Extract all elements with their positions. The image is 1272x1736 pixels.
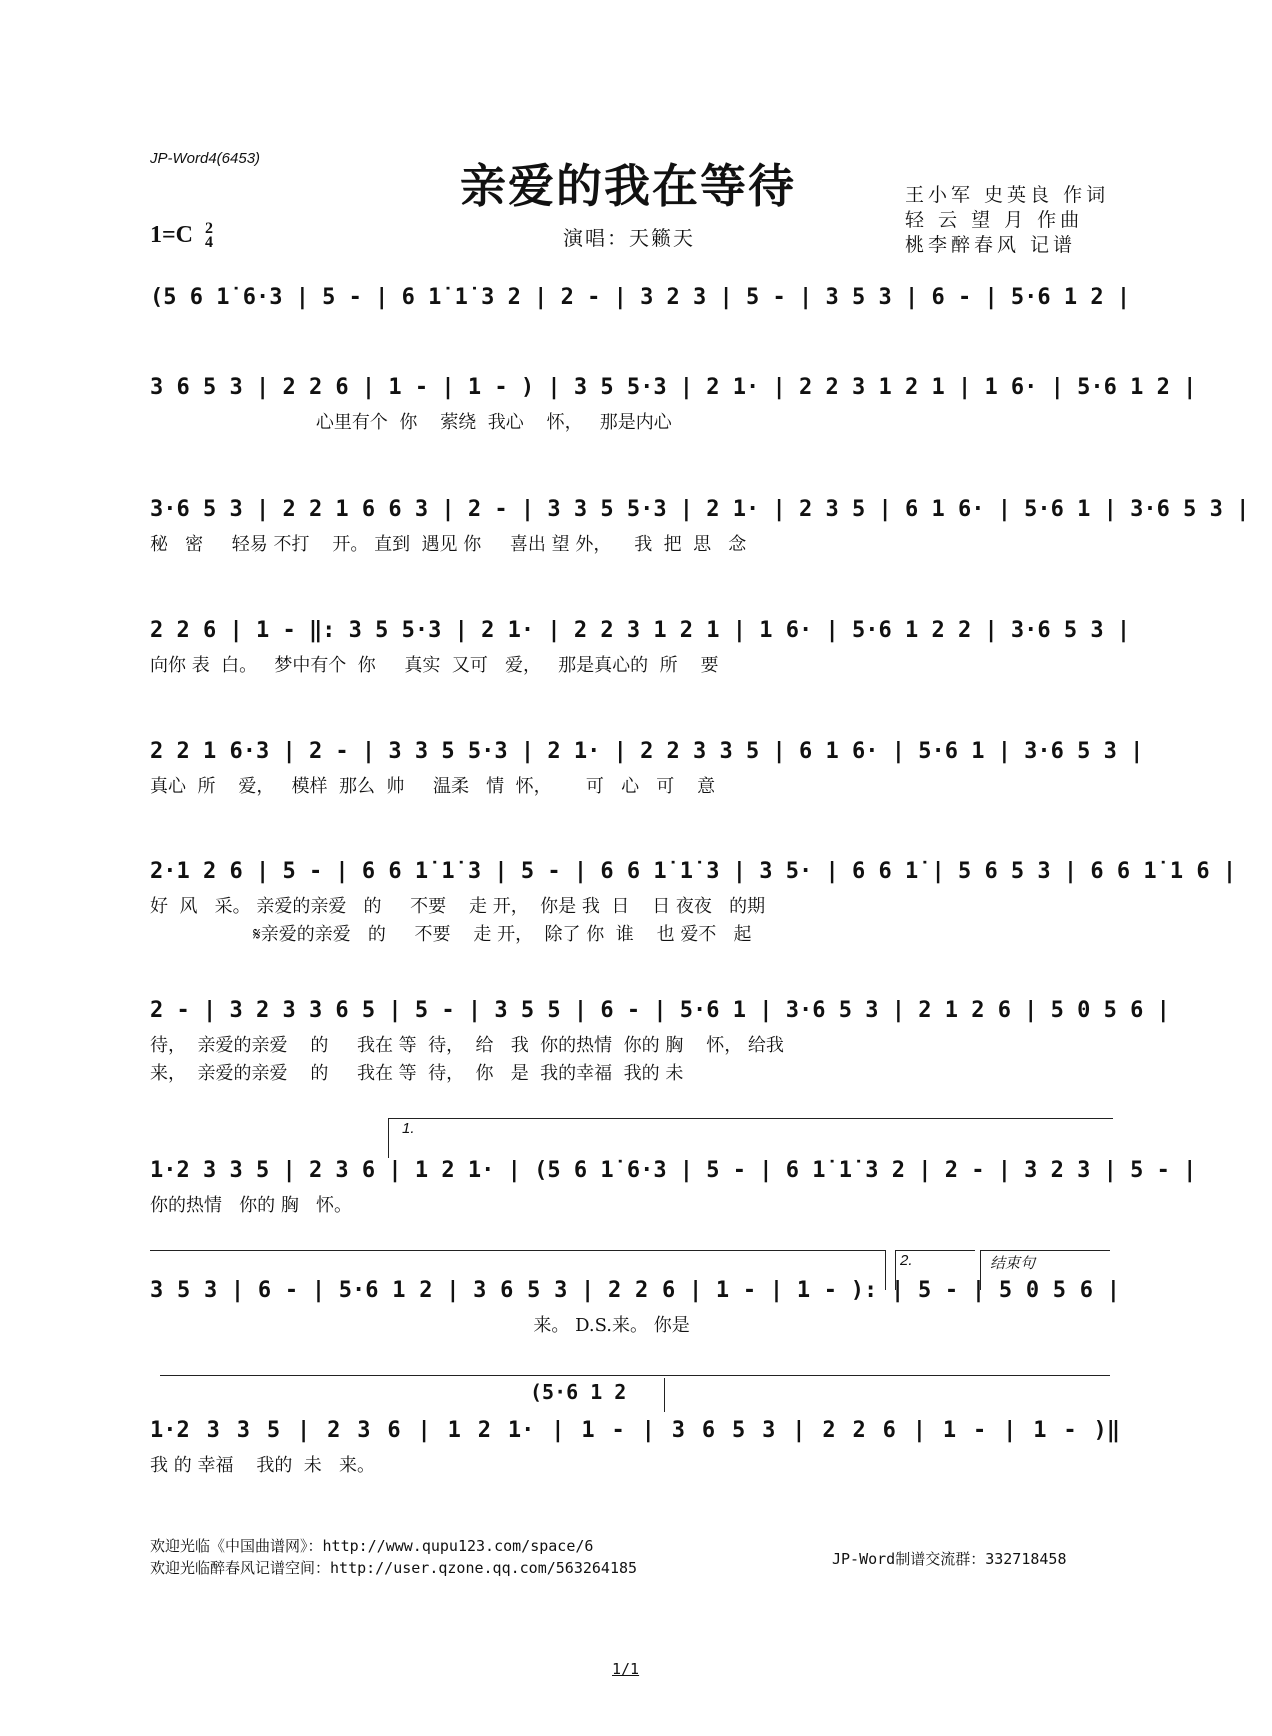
first-ending-bracket (388, 1118, 1113, 1119)
lyric-line: 来。 D.S.来。 你是 (150, 1315, 690, 1336)
singer-label: 演唱：天籁天 (563, 226, 695, 250)
lyric-line: 向你 表 白。 梦中有个 你 真实 又可 爱， 那是真心的 所 要 (150, 655, 719, 676)
lyricist-credit: 王小军 史英良 作词 (905, 184, 1110, 206)
lyric-line: 我 的 幸福 我的 未 来。 (150, 1455, 375, 1476)
lyric-line: 你的热情 你的 胸 怀。 (150, 1195, 353, 1216)
section-rule (150, 1250, 885, 1251)
second-ending-bracket (895, 1250, 975, 1251)
coda-bracket (980, 1250, 1110, 1251)
system-9 (150, 1270, 1120, 1340)
system-7 (150, 990, 1170, 1088)
footer-link-1[interactable]: 欢迎光临《中国曲谱网》：http://www.qupu123.com/space/6 (150, 1537, 594, 1555)
notation-line: 1·2 3 3 5 | 2 3 6 | 1 2 1· | (5 6 1̇ 6·3 | 5 - | 6 1̇ 1̇ 3 2 | 2 - | 3 2 3 | 5 - | (150, 1158, 1197, 1183)
footer-link-2[interactable]: 欢迎光临醉春风记谱空间：http://user.qzone.qq.com/563264185 (150, 1559, 638, 1577)
lyric-line: 𝄋亲爱的亲爱 的 不要 走 开， 除了 你 谁 也 爱不 起 (150, 924, 752, 945)
system-4 (150, 610, 1131, 680)
notation-line: 2 - | 3 2 3 3 6 5 | 5 - | 3 5 5 | 6 - | 5·6 1 | 3·6 5 3 | 2 1 2 6 | 5 0 5 6 | (150, 998, 1170, 1023)
footer-group: JP-Word制谱交流群：332718458 (832, 1550, 1067, 1568)
composer-credit: 轻 云 望 月 作曲 (905, 209, 1084, 231)
system-10 (150, 1410, 1120, 1480)
overlay-notes: (5·6 1 2 (530, 1380, 627, 1404)
transcriber-credit: 桃李醉春风 记谱 (905, 234, 1077, 256)
overlay-tick (664, 1378, 665, 1412)
footer-links (150, 1535, 637, 1579)
key-signature (150, 222, 213, 250)
lyric-line: 来， 亲爱的亲爱 的 我在 等 待， 你 是 我的幸福 我的 未 (150, 1063, 684, 1084)
lyric-line: 心里有个 你 萦绕 我心 怀， 那是内心 (150, 412, 672, 433)
second-ending-label: 2. (900, 1252, 913, 1269)
lyric-line: 好 风 采。 亲爱的亲爱 的 不要 走 开， 你是 我 日 日 夜夜 的期 (150, 896, 766, 917)
notation-line: 1·2 3 3 5 | 2 3 6 | 1 2 1· | 1 - | 3 6 5 3 | 2 2 6 | 1 - | 1 - )‖ (150, 1418, 1120, 1443)
first-ending-label: 1. (402, 1120, 415, 1137)
notation-line: (5 6 1̇ 6·3 | 5 - | 6 1̇ 1̇ 3 2 | 2 - | 3 2 3 | 5 - | 3 5 3 | 6 - | 5·6 1 2 | (150, 285, 1131, 310)
notation-line: 3 5 3 | 6 - | 5·6 1 2 | 3 6 5 3 | 2 2 6 | 1 - | 1 - ): | 5 - | 5 0 5 6 | (150, 1278, 1120, 1303)
system-3 (150, 489, 1250, 559)
system-2 (150, 367, 1197, 437)
system-1 (150, 277, 1131, 319)
system-8 (150, 1150, 1197, 1220)
notation-line: 2 2 6 | 1 - ‖: 3 5 5·3 | 2 1· | 2 2 3 1 2 1 | 1 6· | 5·6 1 2 2 | 3·6 5 3 | (150, 618, 1131, 643)
time-signature (205, 222, 213, 250)
software-label: JP-Word4(6453) (150, 150, 261, 167)
notation-line: 3·6 5 3 | 2 2 1 6 6 3 | 2 - | 3 3 5 5·3 | 2 1· | 2 3 5 | 6 1 6· | 5·6 1 | 3·6 5 3 | (150, 497, 1250, 522)
time-top: 2 (205, 220, 214, 238)
section-rule (160, 1375, 1110, 1376)
page-title: 亲爱的我在等待 (460, 159, 796, 213)
key-label: 1=C (150, 222, 194, 248)
notation-line: 2 2 1 6·3 | 2 - | 3 3 5 5·3 | 2 1· | 2 2 3 3 5 | 6 1 6· | 5·6 1 | 3·6 5 3 | (150, 739, 1144, 764)
system-6 (150, 851, 1237, 949)
lyric-line: 真心 所 爱， 模样 那么 帅 温柔 情 怀， 可 心 可 意 (150, 776, 716, 797)
time-bottom: 4 (205, 234, 214, 252)
notation-line: 2·1 2 6 | 5 - | 6 6 1̇ 1̇ 3 | 5 - | 6 6 1̇ 1̇ 3 | 3 5· | 6 6 1̇ | 5 6 5 3 | 6 6 1̇ 1 6 | (150, 859, 1237, 884)
notation-line: 3 6 5 3 | 2 2 6 | 1 - | 1 - ) | 3 5 5·3 | 2 1· | 2 2 3 1 2 1 | 1 6· | 5·6 1 2 | (150, 375, 1197, 400)
lyric-line: 秘 密 轻易 不打 开。 直到 遇见 你 喜出 望 外， 我 把 思 念 (150, 534, 747, 555)
coda-label: 结束句 (990, 1255, 1036, 1272)
credits (905, 183, 1109, 258)
lyric-line: 待， 亲爱的亲爱 的 我在 等 待， 给 我 你的热情 你的 胸 怀， 给我 (150, 1035, 784, 1056)
page-number: 1/1 (612, 1660, 640, 1678)
system-5 (150, 731, 1144, 801)
